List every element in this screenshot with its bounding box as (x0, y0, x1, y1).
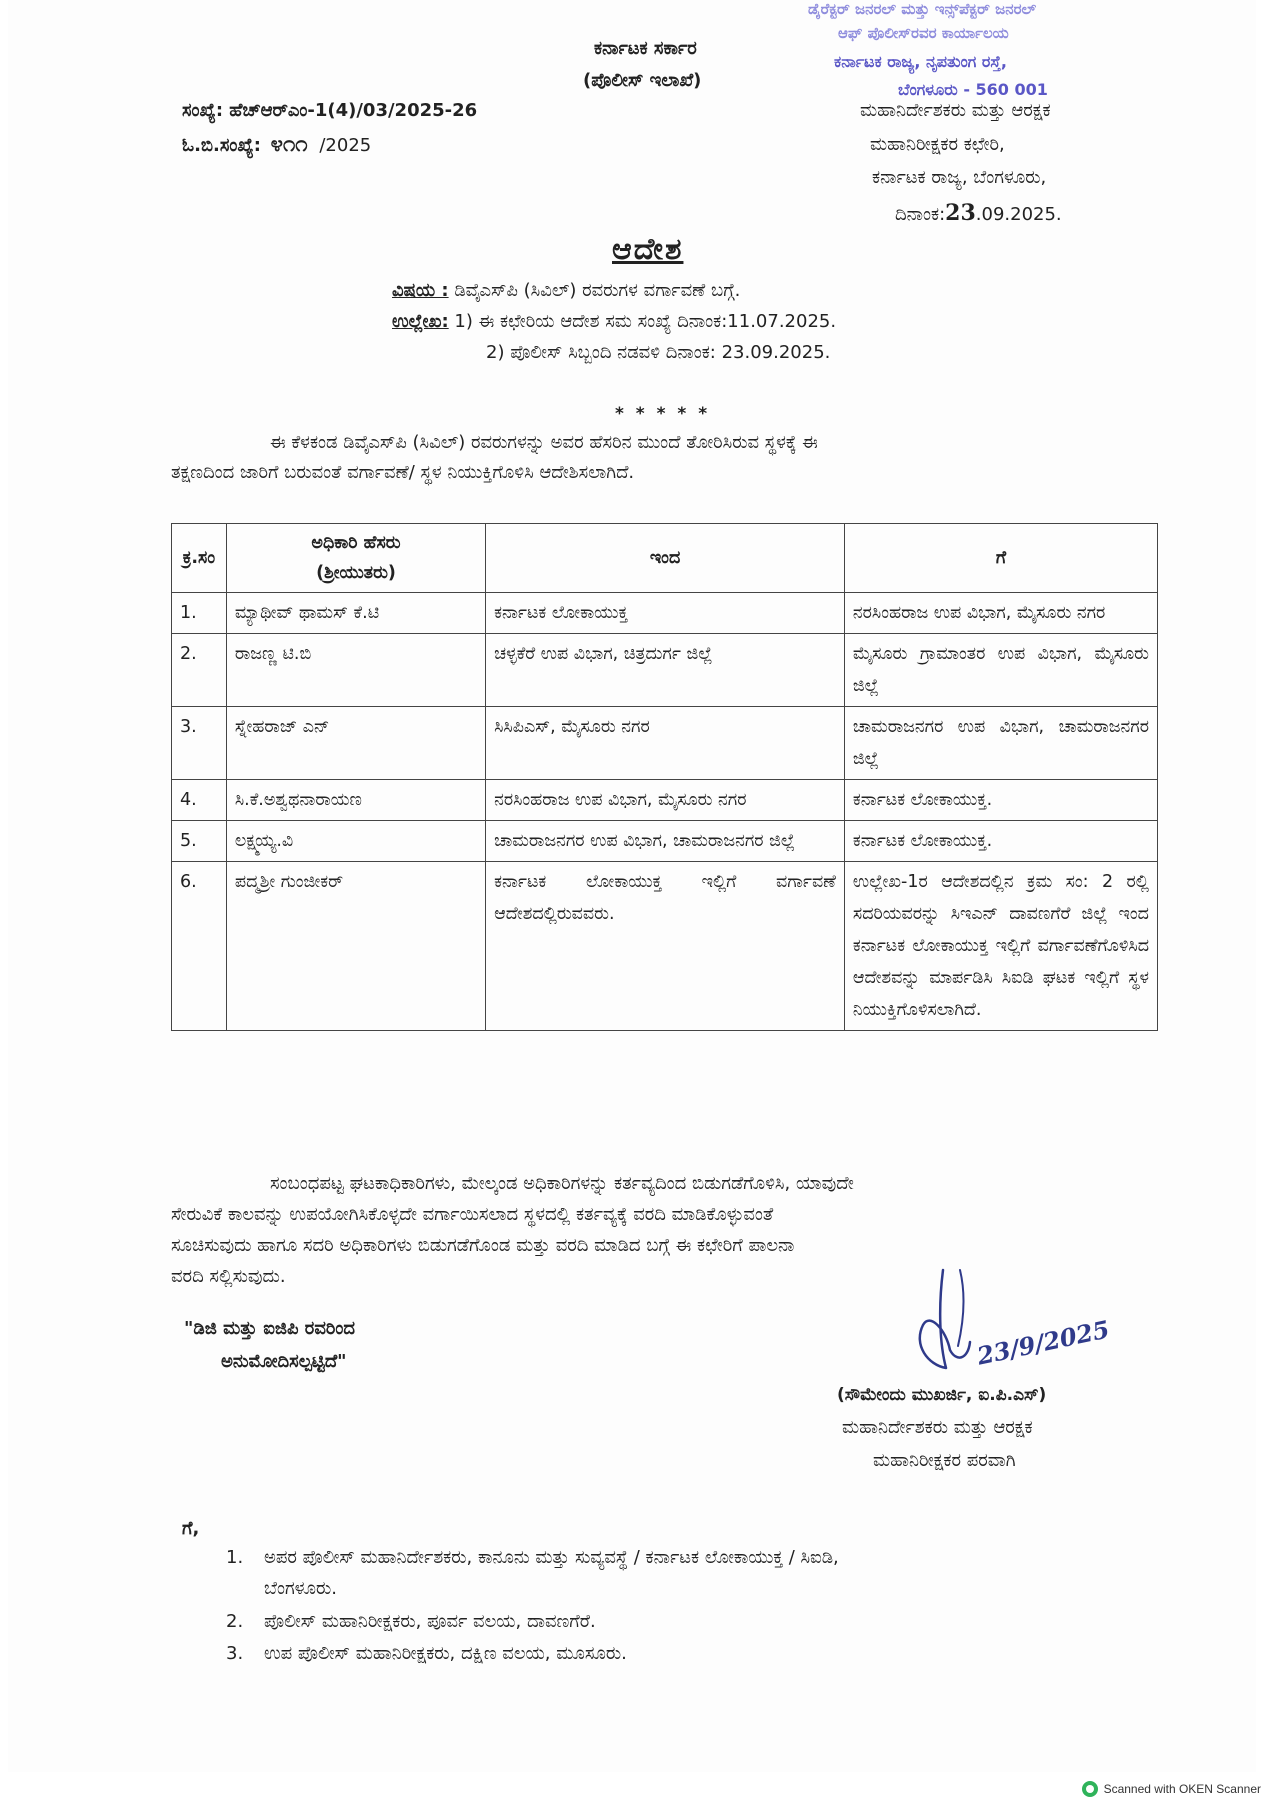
header-to: ಗೆ (844, 524, 1157, 593)
closing-line-4: ವರದಿ ಸಲ್ಲಿಸುವುದು. (171, 1266, 286, 1287)
document-page (8, 0, 1256, 1772)
scanner-logo-icon (1082, 1781, 1098, 1797)
cell-to: ಮೈಸೂರು ಗ್ರಾಮಾಂತರ ಉಪ ವಿಭಾಗ, ಮೈಸೂರು ಜಿಲ್ಲೆ (844, 634, 1157, 707)
cell-name: ಪದ್ಮಶ್ರೀ ಗುಂಜೀಕರ್ (226, 862, 485, 1031)
header-from: ಇಂದ (486, 524, 845, 593)
office-line-1: ಮಹಾನಿರ್ದೇಶಕರು ಮತ್ತು ಆರಕ್ಷಕ (860, 100, 1051, 121)
cell-from: ನರಸಿಂಹರಾಜ ಉಪ ವಿಭಾಗ, ಮೈಸೂರು ನಗರ (486, 780, 845, 821)
ob-suffix: /2025 (319, 135, 372, 156)
table-row (172, 862, 1158, 1031)
header-name-line-1: ಅಧಿಕಾರಿ ಹೆಸರು (311, 533, 401, 553)
table-row (172, 707, 1158, 780)
signatory-title-1: ಮಹಾನಿರ್ದೇಶಕರು ಮತ್ತು ಆರಕ್ಷಕ (842, 1417, 1033, 1438)
cell-to: ಕರ್ನಾಟಕ ಲೋಕಾಯುಕ್ತ. (844, 821, 1157, 862)
stamp-line-1: ಡೈರೆಕ್ಟರ್ ಜನರಲ್ ಮತ್ತು ಇನ್ಸ್‌ಪೆಕ್ಟರ್ ಜನರಲ್ (808, 0, 1037, 18)
closing-line-3: ಸೂಚಿಸುವುದು ಹಾಗೂ ಸದರಿ ಅಧಿಕಾರಿಗಳು ಬಿಡುಗಡೆಗೊಂಡ ಮತ್ತು ವರದಿ ಮಾಡಿದ ಬಗ್ಗೆ ಈ ಕಛೇರಿಗೆ ಪಾಲನಾ (171, 1235, 795, 1256)
subject-text: ಡಿವೈಎಸ್‌ಪಿ (ಸಿವಿಲ್) ರವರುಗಳ ವರ್ಗಾವಣೆ ಬಗ್ಗೆ. (454, 280, 741, 301)
table-header-row (172, 524, 1158, 593)
table-row (172, 821, 1158, 862)
transfer-table (171, 523, 1158, 1031)
approval-line-1: "ಡಿಜಿ ಮತ್ತು ಐಜಿಪಿ ರವರಿಂದ (184, 1318, 355, 1339)
office-line-3: ಕರ್ನಾಟಕ ರಾಜ್ಯ, ಬೆಂಗಳೂರು, (872, 167, 1047, 188)
table-row (172, 634, 1158, 707)
subject (392, 280, 740, 301)
cell-name: ಸ್ನೇಹರಾಜ್ ಎನ್ (226, 707, 485, 780)
cell-from: ಚಾಮರಾಜನಗರ ಉಪ ವಿಭಾಗ, ಚಾಮರಾಜನಗರ ಜಿಲ್ಲೆ (486, 821, 845, 862)
separator-stars: * * * * * (615, 404, 711, 424)
copy-item-text: ಉಪ ಪೊಲೀಸ್ ಮಹಾನಿರೀಕ್ಷಕರು, ದಕ್ಷಿಣ ವಲಯ, ಮೂಸೂರು. (264, 1643, 627, 1664)
copy-item-number: 3. (226, 1643, 244, 1664)
cell-name: ಮ್ಯಾಥೀವ್ ಥಾಮಸ್ ಕೆ.ಟಿ (226, 593, 485, 634)
header-sno: ಕ್ರ.ಸಂ (172, 524, 227, 593)
ob-prefix: ಓ.ಬಿ.ಸಂಖ್ಯೆ: (182, 135, 261, 156)
stamp-line-3: ಕರ್ನಾಟಕ ರಾಜ್ಯ, ನೃಪತುಂಗ ರಸ್ತೆ, (834, 52, 1007, 71)
copy-item-number: 1. (226, 1547, 244, 1568)
header-officer-name (226, 524, 485, 593)
cell-to: ಕರ್ನಾಟಕ ಲೋಕಾಯುಕ್ತ. (844, 780, 1157, 821)
date-suffix: .09.2025. (975, 204, 1062, 225)
approval-line-2: ಅನುಮೋದಿಸಲ್ಪಟ್ಟಿದೆ" (221, 1351, 347, 1372)
cell-name: ಸಿ.ಕೆ.ಅಶ್ವಥನಾರಾಯಣ (226, 780, 485, 821)
cell-from: ಕರ್ನಾಟಕ ಲೋಕಾಯುಕ್ತ (486, 593, 845, 634)
header-name-line-2: (ಶ್ರೀಯುತರು) (316, 563, 396, 583)
cell-sno: 6. (172, 862, 227, 1031)
closing-line-2: ಸೇರುವಿಕೆ ಕಾಲವನ್ನು ಉಪಯೋಗಿಸಿಕೊಳ್ಳದೇ ವರ್ಗಾಯಿಸಲಾದ ಸ್ಥಳದಲ್ಲಿ ಕರ್ತವ್ಯಕ್ಕೆ ವರದಿ ಮಾಡಿಕೊಳ್ಳುವಂತೆ (171, 1204, 774, 1225)
stamp-line-2: ಆಫ್ ಪೊಲೀಸ್‌ರವರ ಕಾರ್ಯಾಲಯ (838, 24, 1009, 42)
cell-sno: 1. (172, 593, 227, 634)
reference-1 (392, 311, 836, 332)
intro-line-2: ತಕ್ಷಣದಿಂದ ಜಾರಿಗೆ ಬರುವಂತೆ ವರ್ಗಾವಣೆ/ ಸ್ಥಳ ನಿಯುಕ್ತಿಗೊಳಿಸಿ ಆದೇಶಿಸಲಾಗಿದೆ. (171, 462, 635, 483)
office-date (895, 200, 1062, 226)
cell-to: ನರಸಿಂಹರಾಜ ಉಪ ವಿಭಾಗ, ಮೈಸೂರು ನಗರ (844, 593, 1157, 634)
cell-sno: 5. (172, 821, 227, 862)
date-prefix: ದಿನಾಂಕ: (895, 204, 946, 225)
cell-name: ರಾಜಣ್ಣ ಟಿ.ಬಿ (226, 634, 485, 707)
reference-2: 2) ಪೊಲೀಸ್ ಸಿಬ್ಬಂದಿ ನಡವಳಿ ದಿನಾಂಕ: 23.09.2025. (486, 342, 831, 363)
cell-sno: 4. (172, 780, 227, 821)
cell-to: ಚಾಮರಾಜನಗರ ಉಪ ವಿಭಾಗ, ಚಾಮರಾಜನಗರ ಜಿಲ್ಲೆ (844, 707, 1157, 780)
cell-sno: 3. (172, 707, 227, 780)
ob-number (182, 131, 371, 157)
copy-item-text: ಅಪರ ಪೊಲೀಸ್ ಮಹಾನಿರ್ದೇಶಕರು, ಕಾನೂನು ಮತ್ತು ಸುವ್ಯವಸ್ಥೆ / ಕರ್ನಾಟಕ ಲೋಕಾಯುಕ್ತ / ಸಿಐಡಿ, (264, 1547, 839, 1568)
copy-to-label: ಗೆ, (182, 1518, 200, 1539)
cell-to: ಉಲ್ಲೇಖ-1ರ ಆದೇಶದಲ್ಲಿನ ಕ್ರಮ ಸಂ: 2 ರಲ್ಲಿ ಸದರಿಯವರನ್ನು ಸಿಇಎನ್ ದಾವಣಗೆರೆ ಜಿಲ್ಲೆ ಇಂದ ಕರ್ನಾಟಕ ಲೋಕಾಯುಕ್ತ ಇಲ್ಲಿಗೆ ವರ್ಗಾವಣೆಗೊಳಿಸಿದ ಆದೇಶವನ್ನು ಮಾರ್ಪಡಿಸಿ ಸಿಐಡಿ ಘಟಕ ಇಲ್ಲಿಗೆ ಸ್ಥಳ ನಿಯುಕ್ತಿಗೊಳಿಸಲಾಗಿದೆ. (844, 862, 1157, 1031)
ob-handwritten-number: ೪೧೧ (270, 131, 308, 157)
reference-1-text: 1) ಈ ಕಛೇರಿಯ ಆದೇಶ ಸಮ ಸಂಖ್ಯೆ ದಿನಾಂಕ:11.07.2025. (454, 311, 837, 332)
reference-number: ಸಂಖ್ಯೆ: ಹೆಚ್‌ಆರ್‌ಎಂ-1(4)/03/2025-26 (182, 100, 478, 121)
intro-line-1: ಈ ಕೆಳಕಂಡ ಡಿವೈಎಸ್‌ಪಿ (ಸಿವಿಲ್) ರವರುಗಳನ್ನು ಅವರ ಹೆಸರಿನ ಮುಂದೆ ತೋರಿಸಿರುವ ಸ್ಥಳಕ್ಕೆ ಈ (270, 432, 818, 453)
letterhead-govt: ಕರ್ನಾಟಕ ಸರ್ಕಾರ (594, 38, 697, 59)
cell-from: ಕರ್ನಾಟಕ ಲೋಕಾಯುಕ್ತ ಇಲ್ಲಿಗೆ ವರ್ಗಾವಣೆ ಆದೇಶದಲ್ಲಿರುವವರು. (486, 862, 845, 1031)
stamp-line-4: ಬೆಂಗಳೂರು - 560 001 (898, 80, 1048, 99)
signatory-title-2: ಮಹಾನಿರೀಕ್ಷಕರ ಪರವಾಗಿ (873, 1450, 1016, 1471)
copy-item-number: 2. (226, 1611, 244, 1632)
office-line-2: ಮಹಾನಿರೀಕ್ಷಕರ ಕಛೇರಿ, (870, 134, 1005, 155)
cell-from: ಸಿಸಿಪಿಎಸ್, ಮೈಸೂರು ನಗರ (486, 707, 845, 780)
copy-item-text-cont: ಬೆಂಗಳೂರು. (264, 1578, 337, 1599)
copy-item-text: ಪೊಲೀಸ್ ಮಹಾನಿರೀಕ್ಷಕರು, ಪೂರ್ವ ವಲಯ, ದಾವಣಗೆರೆ. (264, 1611, 596, 1632)
closing-line-1: ಸಂಬಂಧಪಟ್ಟ ಘಟಕಾಧಿಕಾರಿಗಳು, ಮೇಲ್ಕಂಡ ಅಧಿಕಾರಿಗಳನ್ನು ಕರ್ತವ್ಯದಿಂದ ಬಿಡುಗಡೆಗೊಳಿಸಿ, ಯಾವುದೇ (270, 1173, 854, 1194)
table-row (172, 593, 1158, 634)
references-label: ಉಲ್ಲೇಖ: (392, 311, 449, 332)
signature-handwritten-date: 23/9/2025 (974, 1314, 1112, 1371)
scanner-watermark (1082, 1781, 1261, 1797)
cell-sno: 2. (172, 634, 227, 707)
page-title: ಆದೇಶ (612, 232, 684, 267)
date-handwritten-day: 23 (945, 200, 976, 226)
signatory-name: (ಸೌಮೇಂದು ಮುಖರ್ಜಿ, ಐ.ಪಿ.ಎಸ್) (837, 1385, 1047, 1405)
letterhead-dept: (ಪೊಲೀಸ್ ಇಲಾಖೆ) (583, 70, 702, 91)
scanner-text: Scanned with OKEN Scanner (1103, 1782, 1261, 1796)
cell-from: ಚಳ್ಳಕೆರೆ ಉಪ ವಿಭಾಗ, ಚಿತ್ರದುರ್ಗ ಜಿಲ್ಲೆ (486, 634, 845, 707)
cell-name: ಲಕ್ಷ್ಮಯ್ಯ.ವಿ (226, 821, 485, 862)
table-row (172, 780, 1158, 821)
subject-label: ವಿಷಯ : (392, 280, 449, 301)
